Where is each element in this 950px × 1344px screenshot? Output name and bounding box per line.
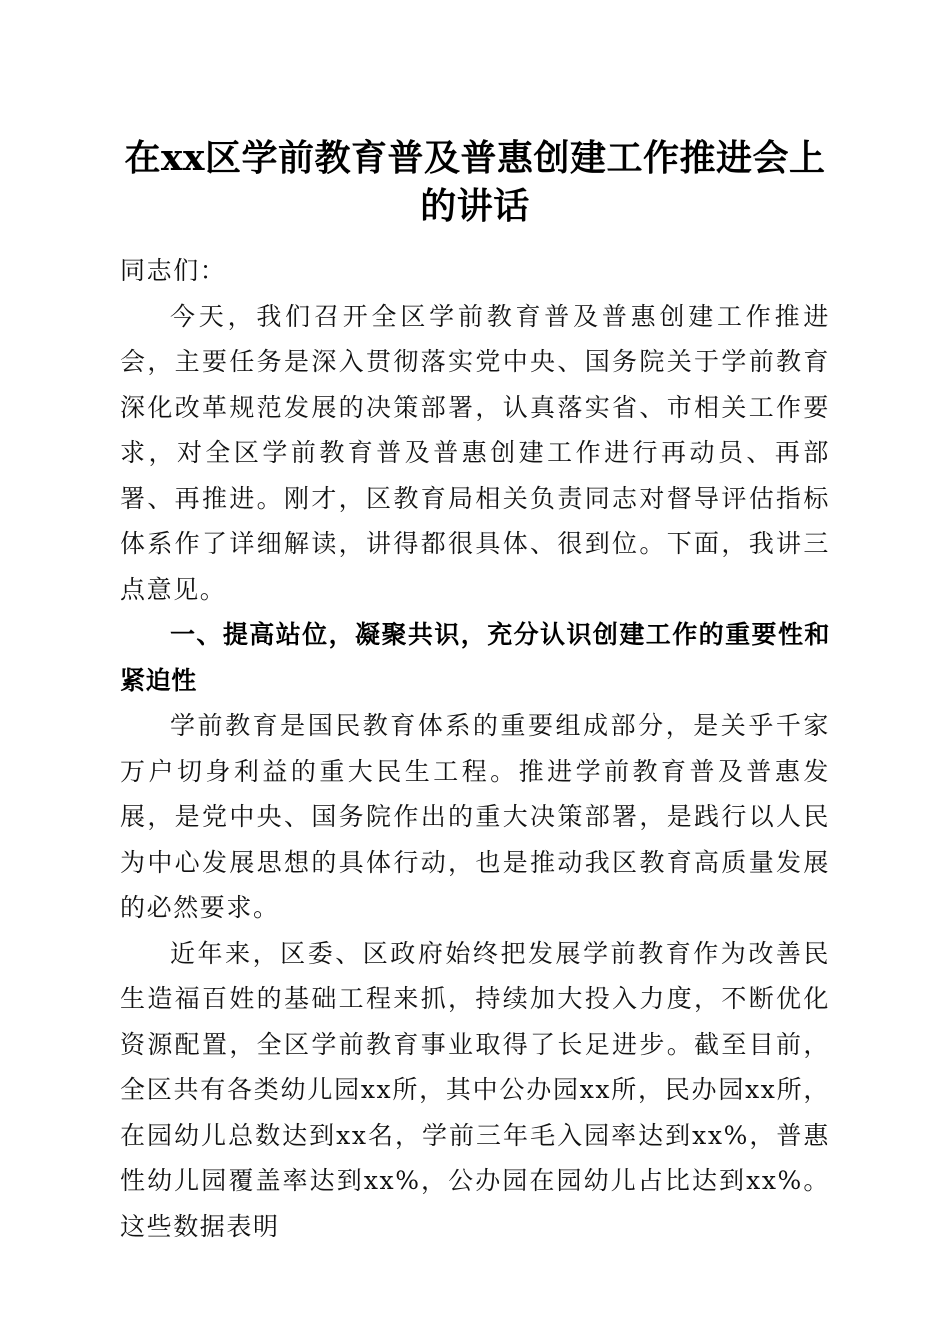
section-heading: 一、提高站位，凝聚共识，充分认识创建工作的重要性和紧迫性 <box>120 620 830 695</box>
document-body <box>120 248 830 1249</box>
document-title: 在xx区学前教育普及普惠创建工作推进会上的讲话 <box>124 137 826 227</box>
body-paragraph: 近年来，区委、区政府始终把发展学前教育作为改善民生造福百姓的基础工程来抓，持续加大投入力度，不断优化资源配置，全区学前教育事业取得了长足进步。截至目前，全区共有各类幼儿园xx所，其中公办园xx所，民办园xx所，在园幼儿总数达到xx名，学前三年毛入园率达到xx%，普惠性幼儿园覆盖率达到xx%，公办园在园幼儿占比达到xx%。这些数据表明 <box>120 938 830 1241</box>
salutation: 同志们： <box>120 256 227 285</box>
intro-paragraph: 今天，我们召开全区学前教育普及普惠创建工作推进会，主要任务是深入贯彻落实党中央、国务院关于学前教育深化改革规范发展的决策部署，认真落实省、市相关工作要求，对全区学前教育普及普惠创建工作进行再动员、再部署、再推进。刚才，区教育局相关负责同志对督导评估指标体系作了详细解读，讲得都很具体、很到位。下面，我讲三点意见。 <box>120 301 830 604</box>
body-paragraph: 学前教育是国民教育体系的重要组成部分，是关乎千家万户切身利益的重大民生工程。推进学前教育普及普惠发展，是党中央、国务院作出的重大决策部署，是践行以人民为中心发展思想的具体行动，也是推动我区教育高质量发展的必然要求。 <box>120 711 830 922</box>
